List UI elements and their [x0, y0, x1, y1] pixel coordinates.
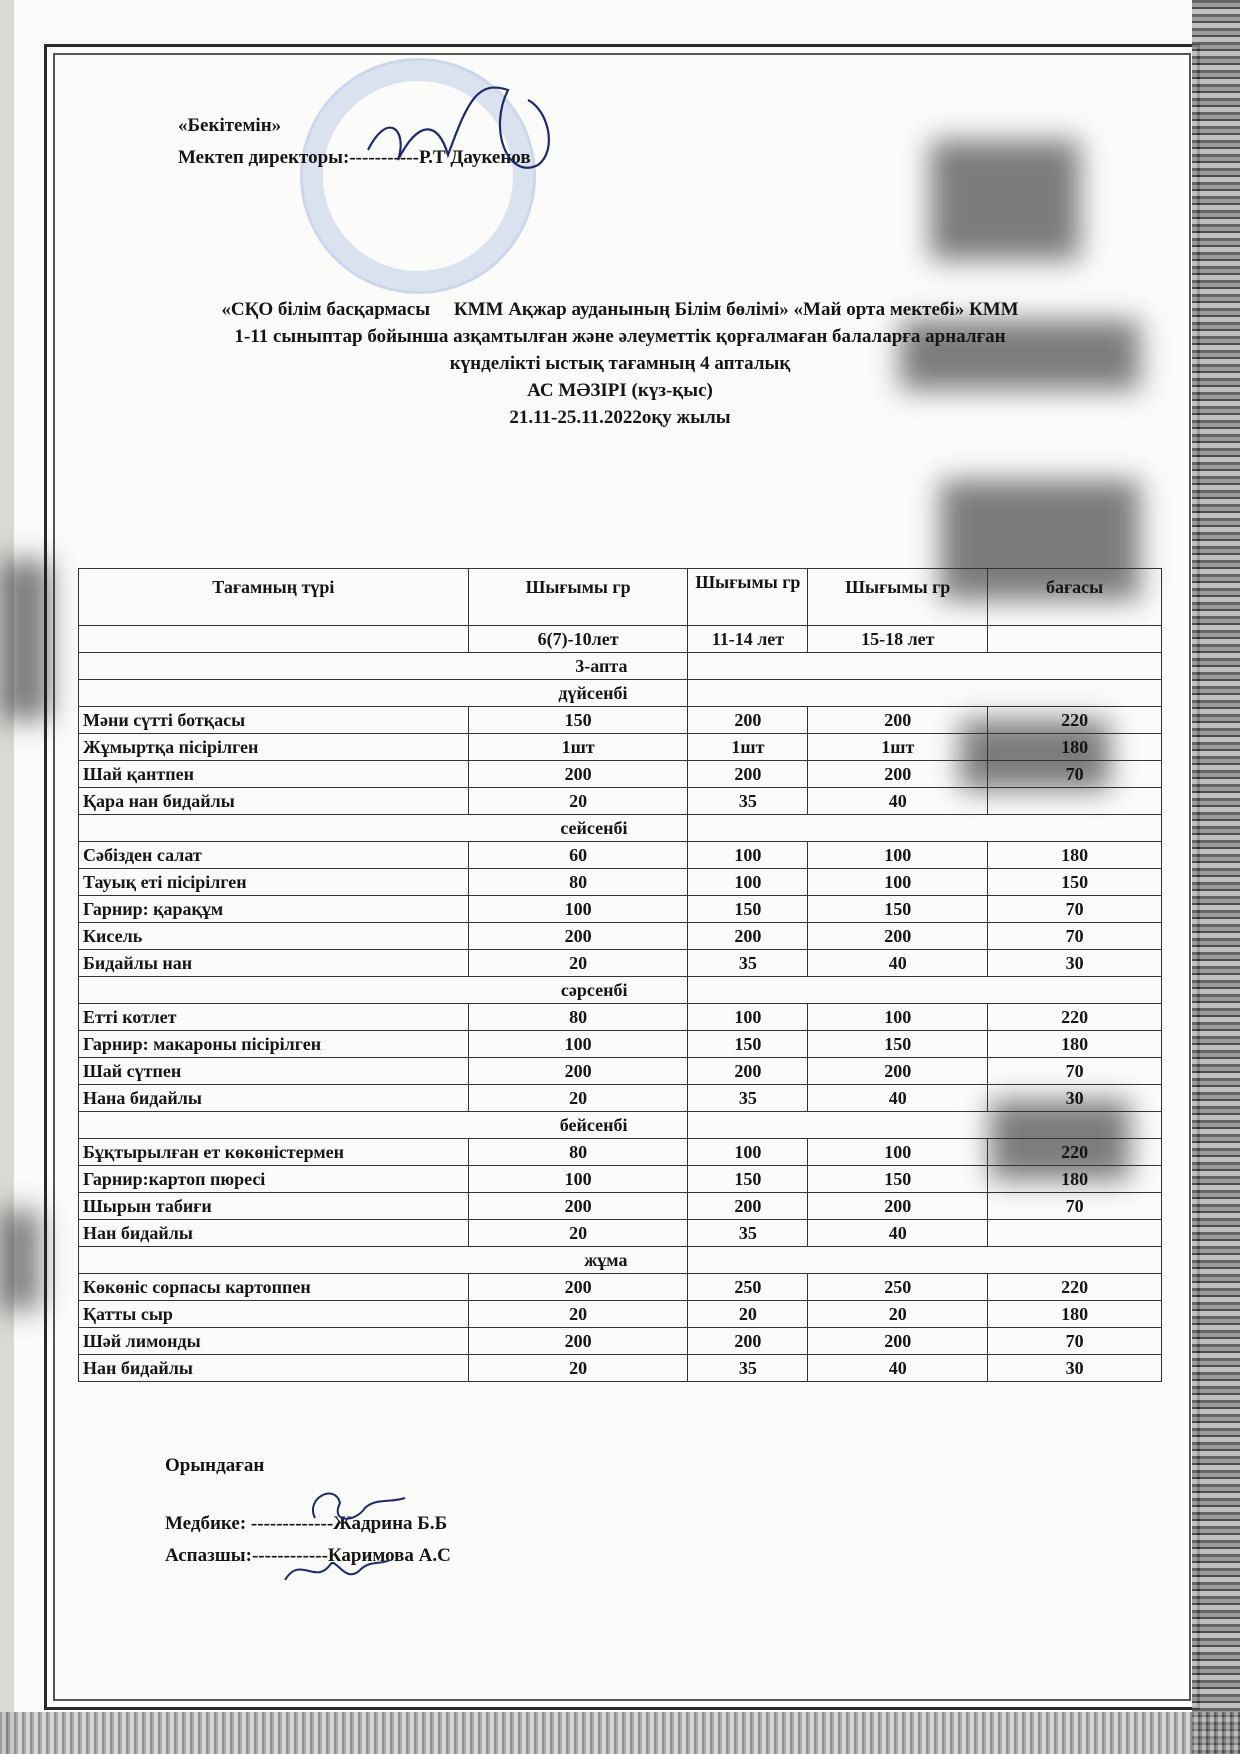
yield-cell: 40 [808, 788, 988, 815]
table-row [79, 869, 1162, 896]
table-row [79, 734, 1162, 761]
table-row [79, 950, 1162, 977]
yield-cell: 200 [468, 761, 688, 788]
yield-cell: 20 [468, 1355, 688, 1382]
yield-cell: 100 [688, 869, 808, 896]
day-row-blank [688, 1112, 1162, 1139]
yield-cell: 100 [808, 1139, 988, 1166]
dish-name-cell: Нана бидайлы [79, 1085, 469, 1112]
yield-cell: 200 [808, 707, 988, 734]
table-row [79, 1274, 1162, 1301]
age-row [79, 626, 1162, 653]
day-row-blank [688, 680, 1162, 707]
yield-cell: 20 [468, 788, 688, 815]
price-cell: 180 [988, 1301, 1162, 1328]
yield-cell: 20 [468, 1085, 688, 1112]
price-cell: 180 [988, 842, 1162, 869]
price-cell: 30 [988, 1355, 1162, 1382]
day-row-blank [688, 815, 1162, 842]
price-cell: 70 [988, 923, 1162, 950]
dish-name-cell: Кисель [79, 923, 469, 950]
dish-name-cell: Мәни сүтті ботқасы [79, 707, 469, 734]
yield-cell: 150 [808, 1166, 988, 1193]
price-cell: 70 [988, 761, 1162, 788]
yield-cell: 200 [808, 761, 988, 788]
week-row-blank [688, 653, 1162, 680]
dish-name-cell: Қатты сыр [79, 1301, 469, 1328]
yield-cell: 250 [808, 1274, 988, 1301]
table-row [79, 788, 1162, 815]
yield-cell: 250 [688, 1274, 808, 1301]
menu-table [78, 568, 1162, 1382]
header-row [79, 569, 1162, 626]
nurse-signature [295, 1478, 415, 1538]
price-cell: 180 [988, 1166, 1162, 1193]
age-cell: 15-18 лет [808, 626, 988, 653]
day-label: жұма [79, 1247, 688, 1274]
yield-cell: 200 [688, 1193, 808, 1220]
yield-cell: 200 [808, 1058, 988, 1085]
price-cell: 70 [988, 1328, 1162, 1355]
table-row [79, 1220, 1162, 1247]
yield-cell: 20 [468, 950, 688, 977]
table-row [79, 1355, 1162, 1382]
dish-name-cell: Шай сүтпен [79, 1058, 469, 1085]
dish-name-cell: Етті котлет [79, 1004, 469, 1031]
yield-cell: 150 [468, 707, 688, 734]
table-row [79, 1166, 1162, 1193]
table-row [79, 1301, 1162, 1328]
yield-cell: 100 [808, 842, 988, 869]
yield-cell: 40 [808, 1220, 988, 1247]
director-signature [358, 70, 578, 190]
yield-cell: 80 [468, 869, 688, 896]
yield-cell: 100 [468, 896, 688, 923]
yield-cell: 1шт [688, 734, 808, 761]
dish-name-cell: Нан бидайлы [79, 1355, 469, 1382]
dish-name-cell: Гарнир: макароны пісірілген [79, 1031, 469, 1058]
header-yield: Шығымы гр [688, 569, 808, 626]
price-cell: 70 [988, 896, 1162, 923]
price-cell: 220 [988, 1004, 1162, 1031]
yield-cell: 200 [808, 923, 988, 950]
dish-name-cell: Сәбізден салат [79, 842, 469, 869]
dish-name-cell: Гарнир: қарақұм [79, 896, 469, 923]
yield-cell: 150 [808, 1031, 988, 1058]
approval-block [178, 110, 531, 174]
table-row [79, 842, 1162, 869]
day-label: сейсенбі [79, 815, 688, 842]
header-dish: Тағамның түрі [79, 569, 469, 626]
scan-smudge [930, 140, 1080, 260]
yield-cell: 200 [468, 1328, 688, 1355]
yield-cell: 40 [808, 1355, 988, 1382]
scan-edge-left [0, 0, 14, 1754]
yield-cell: 40 [808, 950, 988, 977]
table-row [79, 896, 1162, 923]
yield-cell: 20 [808, 1301, 988, 1328]
header-price: бағасы [988, 569, 1162, 626]
table-row [79, 1139, 1162, 1166]
director-line: Мектеп директоры:-----------Р.Т Даукенов [178, 147, 531, 168]
day-label: дүйсенбі [79, 680, 688, 707]
age-cell: 6(7)-10лет [468, 626, 688, 653]
dish-name-cell: Қара нан бидайлы [79, 788, 469, 815]
cook-signature [275, 1545, 395, 1595]
approval-heading: «Бекітемін» [178, 115, 282, 136]
dish-name-cell: Нан бидайлы [79, 1220, 469, 1247]
yield-cell: 100 [688, 1004, 808, 1031]
price-cell: 220 [988, 707, 1162, 734]
table-row [79, 1004, 1162, 1031]
yield-cell: 200 [808, 1328, 988, 1355]
yield-cell: 100 [688, 1139, 808, 1166]
title-line-1: «СҚО білім басқармасы КММ Ақжар ауданының Білім бөлімі» «Май орта мектебі» КММ [221, 299, 1019, 320]
table-row [79, 1085, 1162, 1112]
signers-block [165, 1450, 451, 1572]
scan-edge-right [1192, 0, 1240, 1754]
yield-cell: 35 [688, 788, 808, 815]
week-row [79, 653, 1162, 680]
price-cell: 220 [988, 1139, 1162, 1166]
yield-cell: 150 [688, 1031, 808, 1058]
yield-cell: 100 [808, 869, 988, 896]
dish-name-cell: Гарнир:картоп пюресі [79, 1166, 469, 1193]
dish-name-cell: Тауық еті пісірілген [79, 869, 469, 896]
yield-cell: 1шт [808, 734, 988, 761]
week-label: 3-апта [79, 653, 688, 680]
table-row [79, 761, 1162, 788]
yield-cell: 20 [468, 1301, 688, 1328]
day-header-row [79, 1247, 1162, 1274]
dish-name-cell: Бұқтырылған ет көкөністермен [79, 1139, 469, 1166]
yield-cell: 100 [808, 1004, 988, 1031]
age-cell [79, 626, 469, 653]
yield-cell: 200 [808, 1193, 988, 1220]
header-yield: Шығымы гр [468, 569, 688, 626]
day-label: бейсенбі [79, 1112, 688, 1139]
price-cell [988, 1220, 1162, 1247]
dish-name-cell: Жұмыртқа пісірілген [79, 734, 469, 761]
price-cell [988, 788, 1162, 815]
title-line-2: 1-11 сыныптар бойынша азқамтылған және әлеуметтік қорғалмаған балаларға арналған [234, 326, 1006, 347]
age-cell: 11-14 лет [688, 626, 808, 653]
yield-cell: 20 [688, 1301, 808, 1328]
yield-cell: 60 [468, 842, 688, 869]
dish-name-cell: Көкөніс сорпасы картоппен [79, 1274, 469, 1301]
yield-cell: 200 [688, 1058, 808, 1085]
table-row [79, 923, 1162, 950]
yield-cell: 150 [688, 1166, 808, 1193]
table-row [79, 1031, 1162, 1058]
price-cell: 180 [988, 1031, 1162, 1058]
dish-name-cell: Бидайлы нан [79, 950, 469, 977]
price-cell: 70 [988, 1193, 1162, 1220]
table-row [79, 707, 1162, 734]
yield-cell: 150 [688, 896, 808, 923]
yield-cell: 200 [468, 923, 688, 950]
dish-name-cell: Шәй лимонды [79, 1328, 469, 1355]
yield-cell: 35 [688, 1085, 808, 1112]
title-line-4: АС МӘЗІРІ (күз-қыс) [527, 380, 713, 401]
yield-cell: 35 [688, 950, 808, 977]
dish-name-cell: Шырын табиғи [79, 1193, 469, 1220]
price-cell: 150 [988, 869, 1162, 896]
yield-cell: 100 [468, 1031, 688, 1058]
day-header-row [79, 680, 1162, 707]
yield-cell: 200 [468, 1058, 688, 1085]
nurse-line: Медбике: -------------Жадрина Б.Б [165, 1513, 448, 1534]
day-header-row [79, 815, 1162, 842]
yield-cell: 35 [688, 1220, 808, 1247]
price-cell: 180 [988, 734, 1162, 761]
yield-cell: 20 [468, 1220, 688, 1247]
price-cell: 30 [988, 950, 1162, 977]
yield-cell: 200 [468, 1193, 688, 1220]
scan-smudge [0, 1210, 40, 1310]
price-cell: 30 [988, 1085, 1162, 1112]
age-cell [988, 626, 1162, 653]
yield-cell: 40 [808, 1085, 988, 1112]
title-line-5: 21.11-25.11.2022оқу жылы [509, 407, 731, 428]
day-header-row [79, 977, 1162, 1004]
day-header-row [79, 1112, 1162, 1139]
yield-cell: 100 [468, 1166, 688, 1193]
day-label: сәрсенбі [79, 977, 688, 1004]
scan-edge-bottom [0, 1712, 1240, 1754]
title-line-3: күнделікті ыстық тағамның 4 апталық [449, 353, 791, 374]
day-row-blank [688, 1247, 1162, 1274]
yield-cell: 80 [468, 1004, 688, 1031]
price-cell: 70 [988, 1058, 1162, 1085]
price-cell: 220 [988, 1274, 1162, 1301]
yield-cell: 100 [688, 842, 808, 869]
header-yield: Шығымы гр [808, 569, 988, 626]
table-row [79, 1058, 1162, 1085]
yield-cell: 200 [688, 761, 808, 788]
yield-cell: 200 [468, 1274, 688, 1301]
signers-heading: Орындаған [165, 1455, 265, 1476]
yield-cell: 150 [808, 896, 988, 923]
yield-cell: 80 [468, 1139, 688, 1166]
yield-cell: 200 [688, 1328, 808, 1355]
scan-smudge [0, 560, 50, 720]
yield-cell: 200 [688, 707, 808, 734]
yield-cell: 1шт [468, 734, 688, 761]
table-row [79, 1328, 1162, 1355]
day-row-blank [688, 977, 1162, 1004]
dish-name-cell: Шай қантпен [79, 761, 469, 788]
table-row [79, 1193, 1162, 1220]
yield-cell: 200 [688, 923, 808, 950]
yield-cell: 35 [688, 1355, 808, 1382]
document-title [80, 296, 1160, 431]
cook-line: Аспазшы:------------Каримова А.С [165, 1545, 451, 1566]
